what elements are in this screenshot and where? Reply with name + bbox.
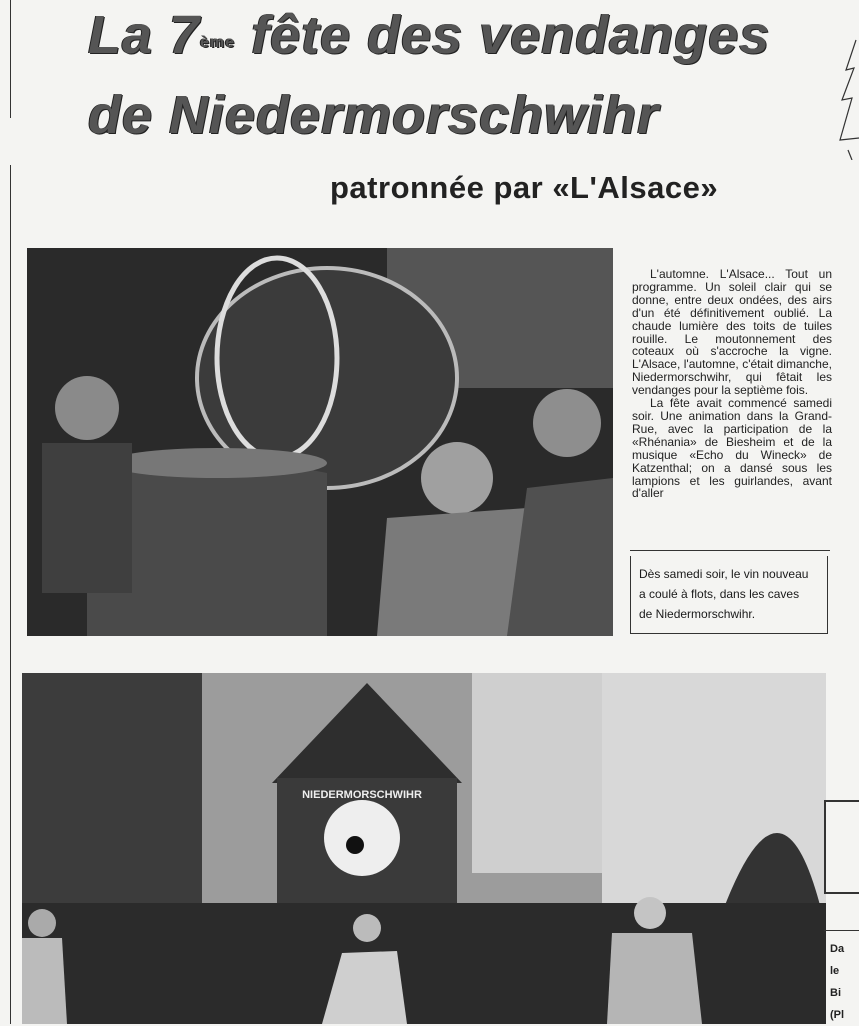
photo-parade-float bbox=[22, 673, 826, 1024]
article-paragraph: La fête avait commencé samedi soir. Une animation dans la Grand-Rue, avec la participation de la «Rhénania» de Biesheim et de la musique «Echo du Wineck» de Katzenthal; on a dansé sous les lampions et les guirlandes, avant d'aller bbox=[632, 396, 832, 501]
column-rule bbox=[10, 0, 11, 118]
headline-line-1: La 7ème fête des vendanges bbox=[88, 5, 771, 65]
headline bbox=[88, 0, 788, 150]
column-rule bbox=[10, 165, 11, 1024]
headline-line-2: de Niedermorschwihr bbox=[88, 85, 660, 145]
adjacent-article-frame bbox=[824, 800, 859, 894]
caption-line: a coulé à flots, dans les caves bbox=[639, 587, 800, 601]
subheadline: patronnée par «L'Alsace» bbox=[330, 170, 719, 205]
float-sign: NIEDERMORSCHWIHR bbox=[302, 789, 422, 801]
photo-parade-float-image bbox=[22, 673, 826, 1024]
adjacent-article-rule bbox=[824, 930, 859, 931]
caption-divider bbox=[630, 550, 830, 551]
caption-line: Dès samedi soir, le vin nouveau bbox=[639, 567, 809, 581]
adjacent-caption-fragment: Da le Bi (Pl bbox=[830, 943, 845, 1021]
photo-wine-barrel-image bbox=[27, 248, 613, 636]
tree-illustration bbox=[838, 30, 859, 160]
caption-line: de Niedermorschwihr. bbox=[639, 607, 756, 621]
photo-caption bbox=[630, 556, 828, 634]
article-paragraph: L'automne. L'Alsace... Tout un programme. Un soleil clair qui se donne, entre deux ondées, des airs d'un été définitivement oublié. La chaude lumière des toits de tuiles rouille. Le moutonnement des coteaux où s'accroche la vigne. L'Alsace, l'automne, c'était dimanche, Niedermorschwihr, qui fêtait les vendanges pour la septième fois. bbox=[632, 267, 832, 398]
article-body bbox=[632, 268, 832, 500]
photo-wine-barrel bbox=[27, 248, 613, 636]
